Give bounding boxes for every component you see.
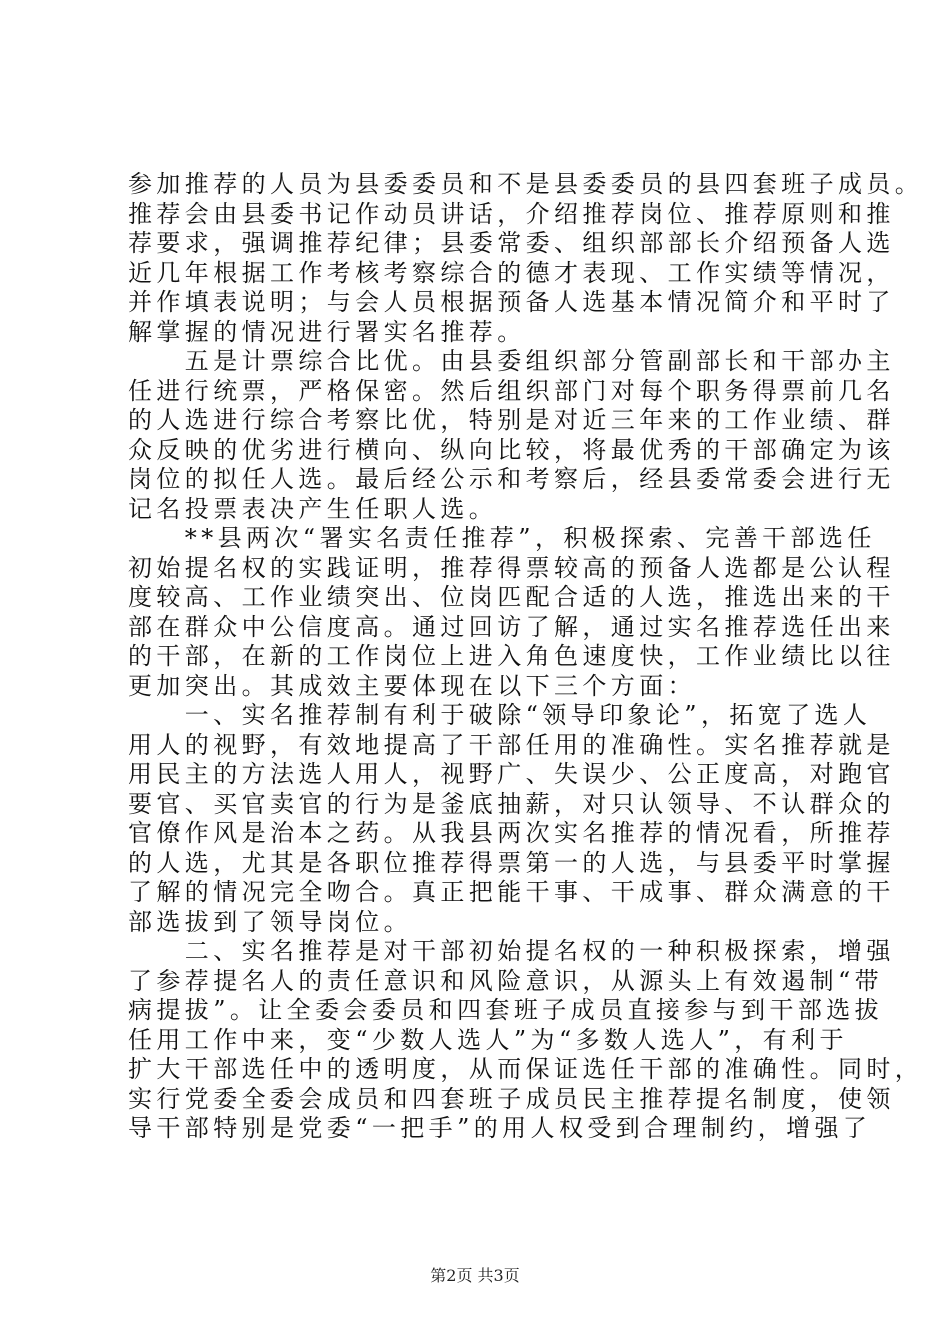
- text-line: 度较高、工作业绩突出、位岗匹配合适的人选，推选出来的干: [128, 583, 895, 611]
- page-footer: 第2页 共3页: [430, 1266, 520, 1285]
- text-line: 的干部，在新的工作岗位上进入角色速度快，工作业绩比以往: [128, 642, 895, 670]
- text-line: **县两次“署实名责任推荐”，积极探索、完善干部选任: [128, 524, 876, 552]
- text-line: 推荐会由县委书记作动员讲话，介绍推荐岗位、推荐原则和推: [128, 199, 895, 228]
- text-line: 众反映的优劣进行横向、纵向比较，将最优秀的干部确定为该: [128, 435, 895, 464]
- text-line: 了解的情况完全吻合。真正把能干事、干成事、群众满意的干: [128, 878, 895, 906]
- body-text: [128, 170, 924, 1144]
- text-line: 二、实名推荐是对干部初始提名权的一种积极探索，增强: [128, 937, 895, 965]
- text-line: 更加突出。其成效主要体现在以下三个方面：: [128, 671, 696, 700]
- text-line: 并作填表说明；与会人员根据预备人选基本情况简介和平时了: [128, 288, 895, 316]
- text-line: 要官、买官卖官的行为是釜底抽薪，对只认领导、不认群众的: [128, 789, 895, 818]
- text-line: 用民主的方法选人用人，视野广、失误少、公正度高，对跑官: [128, 760, 895, 788]
- text-line: 五是计票综合比优。由县委组织部分管副部长和干部办主: [128, 347, 895, 375]
- text-line: 用人的视野，有效地提高了干部任用的准确性。实名推荐就是: [128, 730, 895, 759]
- text-line: 荐要求，强调推荐纪律；县委常委、组织部部长介绍预备人选: [128, 229, 895, 257]
- text-line: 部在群众中公信度高。通过回访了解，通过实名推荐选任出来: [128, 612, 895, 641]
- text-line: 病提拔”。让全委会委员和四套班子成员直接参与到干部选拔: [128, 996, 884, 1024]
- text-line: 官僚作风是治本之药。从我县两次实名推荐的情况看，所推荐: [128, 819, 895, 847]
- text-line: 部选拔到了领导岗位。: [128, 907, 412, 936]
- text-line: 了参荐提名人的责任意识和风险意识，从源头上有效遏制“带: [128, 966, 884, 995]
- text-line: 的人选，尤其是各职位推荐得票第一的人选，与县委平时掌握: [128, 848, 895, 877]
- text-line: 初始提名权的实践证明，推荐得票较高的预备人选都是公认程: [128, 553, 895, 582]
- text-line: 一、实名推荐制有利于破除“领导印象论”，拓宽了选人: [128, 701, 872, 729]
- text-line: 解掌握的情况进行署实名推荐。: [128, 317, 526, 346]
- text-line: 记名投票表决产生任职人选。: [128, 494, 498, 523]
- text-line: 任进行统票，严格保密。然后组织部门对每个职务得票前几名: [128, 376, 895, 405]
- text-line: 任用工作中来，变“少数人选人”为“多数人选人”，有利于: [128, 1025, 848, 1054]
- text-line: 参加推荐的人员为县委委员和不是县委委员的县四套班子成员。: [128, 170, 924, 198]
- text-line: 的人选进行综合考察比优，特别是对近三年来的工作业绩、群: [128, 406, 895, 434]
- text-line: 近几年根据工作考核考察综合的德才表现、工作实绩等情况，: [128, 258, 895, 287]
- text-line: 岗位的拟任人选。最后经公示和考察后，经县委常委会进行无: [128, 465, 895, 493]
- text-line: 实行党委全委会成员和四套班子成员民主推荐提名制度，使领: [128, 1084, 895, 1113]
- text-line: 扩大干部选任中的透明度，从而保证选任干部的准确性。同时，: [128, 1055, 924, 1083]
- text-line: 导干部特别是党委“一把手”的用人权受到合理制约，增强了: [128, 1114, 872, 1142]
